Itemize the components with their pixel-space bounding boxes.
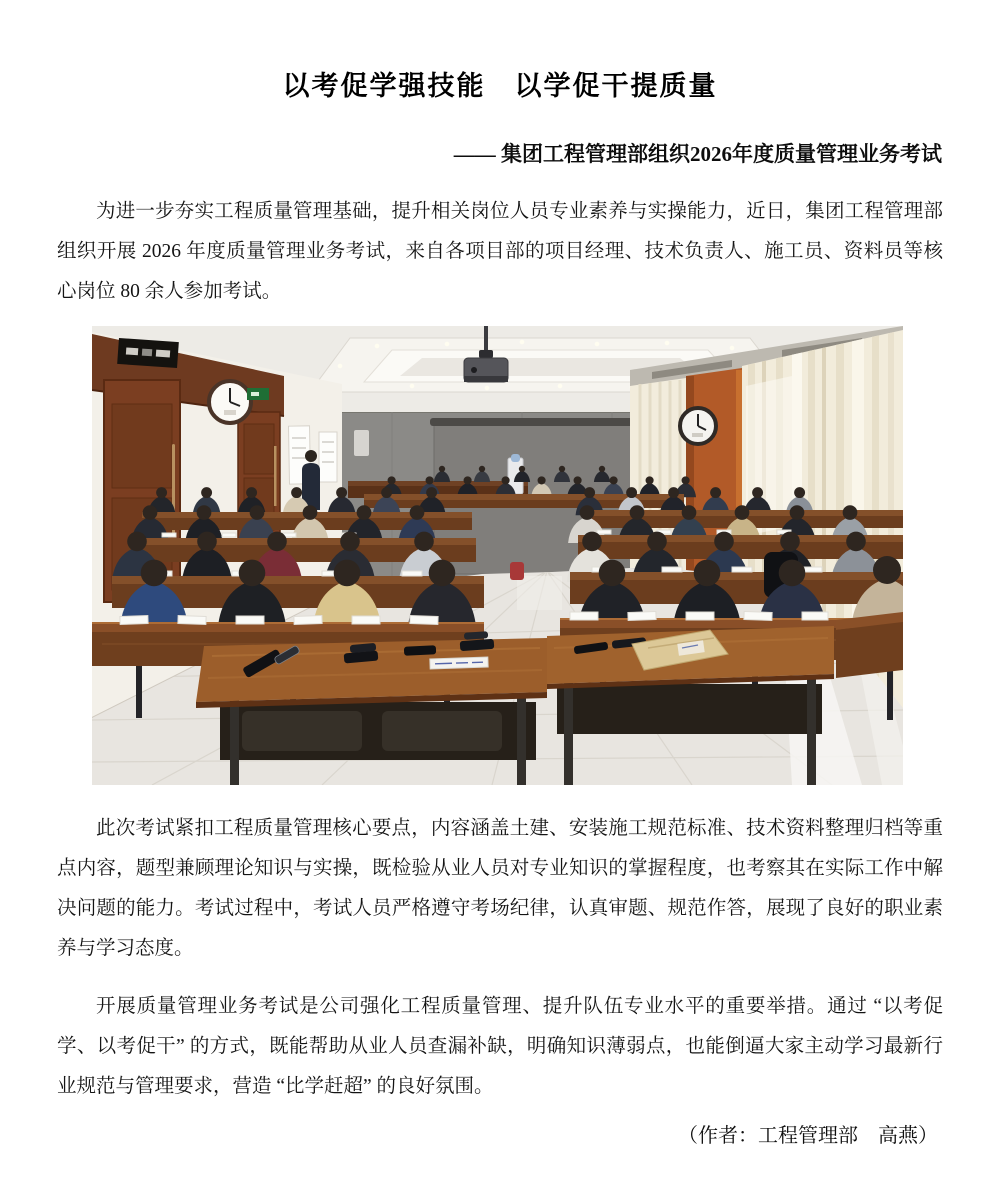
paragraph-significance: 开展质量管理业务考试是公司强化工程质量管理、提升队伍专业水平的重要举措。通过 “以考促学、以考促干” 的方式，既能帮助从业人员查漏补缺，明确知识薄弱点，也能倒逼大家主动学习最新行业规范与管理要求，营造 “比学赶超” 的良好氛围。 [57, 996, 943, 1097]
red-chair [510, 562, 524, 580]
paragraph-content: 此次考试紧扣工程质量管理核心要点，内容涵盖土建、安装施工规范标准、技术资料整理归档等重点内容，题型兼顾理论知识与实操，既检验从业人员对专业知识的掌握程度，也考察其在实际工作中解决问题的能力。考试过程中，考试人员严格遵守考场纪律，认真审题、规范作答，展现了良好的职业素养与学习态度。 [57, 818, 943, 959]
exit-sign [117, 338, 179, 368]
pillar-clock-icon [680, 408, 716, 444]
article-title: 以考促学强技能 以学促干提质量 [282, 71, 718, 102]
evacuation-sign [247, 388, 269, 400]
wall-clock-icon [209, 381, 251, 423]
author-line: （作者：工程管理部 高燕） [678, 1125, 938, 1147]
paragraph-intro: 为进一步夯实工程质量管理基础，提升相关岗位人员专业素养与实操能力，近日，集团工程管理部组织开展 2026 年度质量管理业务考试，来自各项目部的项目经理、技术负责人、施工员、资料员等核心岗位 80 余人参加考试。 [57, 201, 943, 302]
speaker [354, 430, 369, 456]
article-photo [92, 326, 903, 785]
paper-note [430, 657, 488, 669]
article-subtitle: —— 集团工程管理部组织2026年度质量管理业务考试 [453, 142, 942, 166]
exam-room-illustration [92, 326, 903, 785]
